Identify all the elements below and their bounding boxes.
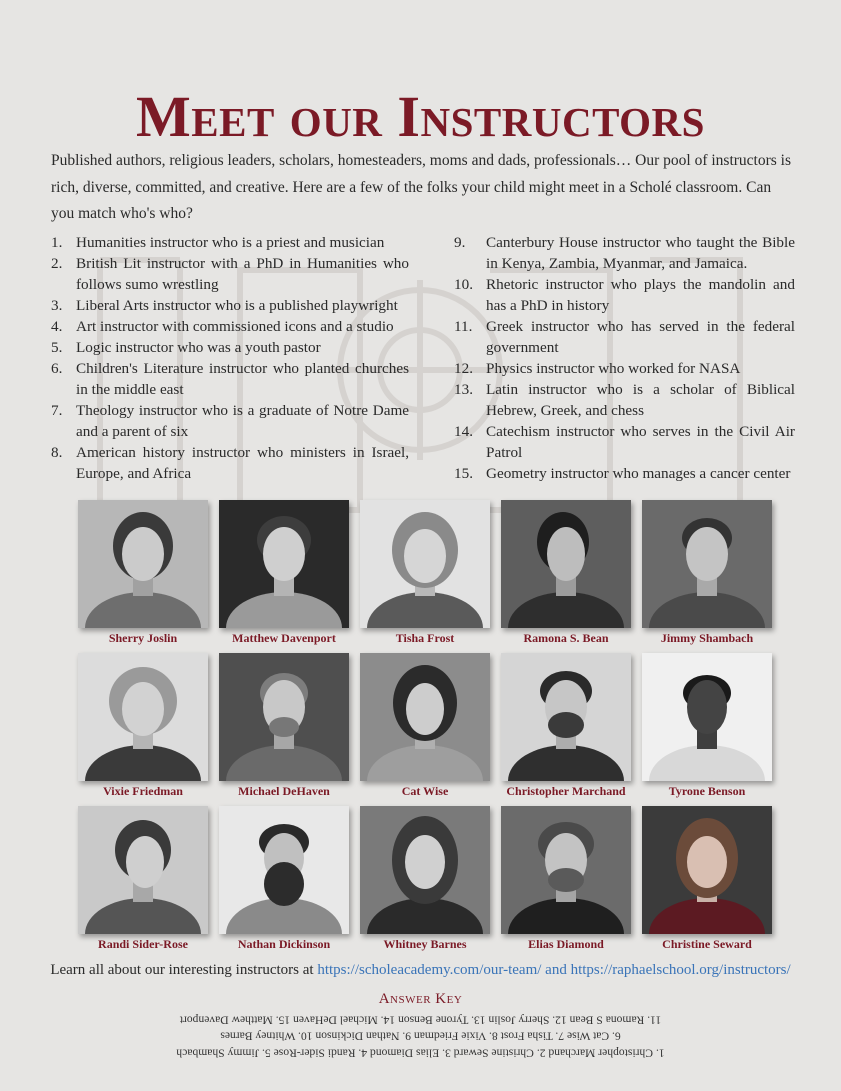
instructor-photo	[501, 653, 631, 781]
instructor-name: Elias Diamond	[528, 937, 604, 951]
instructor-photo	[642, 653, 772, 781]
instructor-photo	[501, 500, 631, 628]
instructor-name: Whitney Barnes	[383, 937, 467, 951]
instructor-photo	[360, 806, 490, 934]
learn-more-text: Learn all about our interesting instructors at	[50, 962, 318, 978]
instructor-card	[501, 806, 631, 952]
instructor-name: Tisha Frost	[395, 631, 455, 645]
instructor-card	[78, 500, 208, 646]
answer-key-line: 11. Ramona S Bean 12. Sherry Joslin 13. Tyrone Benson 14. Michael DeHaven 15. Matthew Davenport	[179, 1013, 662, 1027]
instructor-card	[219, 500, 349, 646]
answer-key-line: 6. Cat Wise 7. Tisha Frost 8. Vixie Friedman 9. Nathan Dickinson 10. Whitney Barnes	[220, 1030, 621, 1043]
instructor-name: Cat Wise	[401, 784, 449, 798]
instructor-name: Sherry Joslin	[108, 631, 178, 645]
clue-item: 9. Canterbury House instructor who taught the Bible in Kenya, Zambia, Myanmar, and Jamaica.	[454, 234, 795, 272]
instructor-photo	[219, 806, 349, 934]
instructor-card	[360, 806, 490, 952]
instructor-name: Ramona S. Bean	[523, 631, 609, 645]
instructor-name: Christopher Marchand	[506, 784, 626, 798]
clue-list-left	[51, 232, 409, 484]
instructor-photo	[219, 500, 349, 628]
instructor-photo	[219, 653, 349, 781]
schole-academy-link[interactable]: https://scholeacademy.com/our-team/	[317, 962, 542, 978]
instructor-card	[219, 806, 349, 952]
instructor-card	[360, 500, 490, 646]
clue-item: 1. Humanities instructor who is a priest and musician	[51, 234, 385, 251]
clue-item: 8. American history instructor who ministers in Israel, Europe, and Africa	[51, 444, 409, 482]
instructor-card	[219, 653, 349, 799]
clue-item: 3. Liberal Arts instructor who is a published playwright	[51, 297, 398, 314]
instructor-card	[501, 653, 631, 799]
instructor-photo	[501, 806, 631, 934]
instructor-card	[360, 653, 490, 799]
clue-item: 13. Latin instructor who is a scholar of Biblical Hebrew, Greek, and chess	[454, 381, 795, 419]
clue-item: 14. Catechism instructor who serves in the Civil Air Patrol	[454, 423, 795, 461]
clue-item: 2. British Lit instructor with a PhD in Humanities who follows sumo wrestling	[51, 255, 409, 293]
clue-item: 6. Children's Literature instructor who planted churches in the middle east	[51, 360, 409, 398]
instructor-card	[78, 653, 208, 799]
instructor-photo	[78, 653, 208, 781]
instructor-photo	[78, 500, 208, 628]
answer-key-title: Answer Key	[378, 991, 463, 1007]
instructor-name: Christine Seward	[662, 937, 752, 951]
instructor-name: Randi Sider-Rose	[98, 937, 188, 951]
instructor-card	[642, 653, 772, 799]
clue-item: 4. Art instructor with commissioned icons and a studio	[51, 318, 394, 335]
clue-item: 12. Physics instructor who worked for NASA	[454, 360, 741, 377]
instructor-card	[78, 806, 208, 952]
instructor-photo	[642, 500, 772, 628]
instructor-name: Jimmy Shambach	[660, 631, 754, 645]
instructor-photo	[642, 806, 772, 934]
learn-more-line	[0, 962, 841, 979]
instructor-name: Matthew Davenport	[232, 631, 336, 645]
instructor-name: Vixie Friedman	[103, 784, 183, 798]
page-title: Meet our Instructors	[136, 84, 705, 149]
link-joiner: and	[541, 962, 571, 978]
clue-item: 7. Theology instructor who is a graduate of Notre Dame and a parent of six	[51, 402, 409, 440]
clue-item: 5. Logic instructor who was a youth pastor	[51, 339, 321, 356]
raphael-school-link[interactable]: https://raphaelschool.org/instructors/	[570, 962, 791, 978]
intro-paragraph: Published authors, religious leaders, scholars, homesteaders, moms and dads, professionals… Our pool of instructors is rich, diverse, committed, and creative. Here are a few of the folks your child might meet in a Scholé classroom. Can you match who's who?	[51, 152, 792, 222]
instructor-photo	[360, 500, 490, 628]
instructor-name: Michael DeHaven	[238, 784, 330, 798]
clue-item: 11. Greek instructor who has served in the federal government	[454, 318, 795, 356]
instructor-photo	[78, 806, 208, 934]
clue-item: 10. Rhetoric instructor who plays the mandolin and has a PhD in history	[454, 276, 795, 314]
instructor-name: Tyrone Benson	[668, 784, 746, 798]
instructor-name: Nathan Dickinson	[237, 937, 331, 951]
clue-list-right	[454, 232, 795, 484]
instructor-card	[501, 500, 631, 646]
instructor-card	[642, 500, 772, 646]
instructor-card	[642, 806, 772, 952]
instructor-photo	[360, 653, 490, 781]
clue-item: 15. Geometry instructor who manages a cancer center	[454, 465, 791, 482]
answer-key-line: 1. Christopher Marchand 2. Christine Seward 3. Elias Diamond 4. Randi Sider-Rose 5. Jimmy Shambach	[176, 1046, 665, 1060]
answer-key-upside-down	[0, 1011, 841, 1061]
